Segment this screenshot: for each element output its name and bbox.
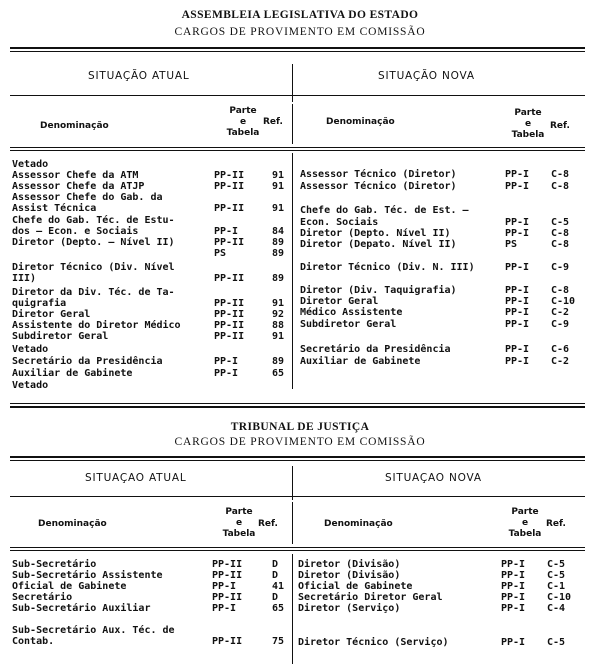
row-denominacao: quigrafia bbox=[12, 298, 67, 309]
row-ref: C-2 bbox=[551, 356, 570, 367]
row-tabela: PP-I bbox=[501, 603, 526, 614]
tribunal-col-tabela-left: Tabela bbox=[222, 529, 256, 539]
row-tabela: PP-I bbox=[214, 356, 239, 367]
assembleia-col-e-left: e bbox=[239, 117, 247, 127]
row-ref: 91 bbox=[272, 331, 285, 342]
tribunal-col-parte-right: Parte bbox=[511, 507, 539, 517]
row-tabela: PP-I bbox=[505, 296, 530, 307]
assembleia-col-tabela-left: Tabela bbox=[226, 128, 260, 138]
row-ref: 91 bbox=[272, 298, 285, 309]
tribunal-col-e-left: e bbox=[235, 518, 243, 528]
tribunal-title: TRIBUNAL DE JUSTIÇA bbox=[230, 421, 370, 433]
assembleia-title: ASSEMBLEIA LEGISLATIVA DO ESTADO bbox=[181, 9, 419, 21]
assembleia-col-parte-right: Parte bbox=[514, 108, 542, 118]
row-denominacao: Assistente do Diretor Médico bbox=[12, 320, 181, 331]
row-denominacao: dos — Econ. e Sociais bbox=[12, 226, 139, 237]
rule bbox=[10, 456, 585, 458]
row-ref: 88 bbox=[272, 320, 285, 331]
row-tabela: PS bbox=[214, 248, 227, 259]
row-ref: 65 bbox=[272, 603, 285, 614]
row-denominacao: Sub-Secretário bbox=[12, 559, 97, 570]
row-denominacao: Secretário bbox=[12, 592, 73, 603]
row-tabela: PP-I bbox=[214, 226, 239, 237]
row-tabela: PP-I bbox=[505, 356, 530, 367]
row-ref: C-2 bbox=[551, 307, 570, 318]
assembleia-situacao-atual: SITUAÇÃO ATUAL bbox=[88, 70, 190, 82]
row-tabela: PP-I bbox=[501, 581, 526, 592]
row-denominacao: Diretor da Div. Téc. de Ta- bbox=[12, 287, 175, 298]
row-tabela: PP-II bbox=[212, 636, 243, 647]
assembleia-col-parte-left: Parte bbox=[229, 106, 257, 116]
row-ref: 75 bbox=[272, 636, 285, 647]
row-ref: C-9 bbox=[551, 319, 570, 330]
row-denominacao: Vetado bbox=[12, 159, 49, 170]
row-denominacao: Vetado bbox=[12, 380, 49, 391]
row-denominacao: Diretor Geral bbox=[300, 296, 379, 307]
tribunal-col-tabela-right: Tabela bbox=[508, 529, 542, 539]
row-ref: C-5 bbox=[547, 559, 566, 570]
row-ref: 89 bbox=[272, 356, 285, 367]
row-ref: 41 bbox=[272, 581, 285, 592]
row-tabela: PP-II bbox=[212, 570, 243, 581]
row-denominacao: Diretor (Depato. Nível II) bbox=[300, 239, 457, 250]
row-denominacao: Econ. Sociais bbox=[300, 217, 379, 228]
row-denominacao: Assist Técnica bbox=[12, 203, 97, 214]
row-tabela: PP-II bbox=[212, 592, 243, 603]
row-denominacao: Assessor Chefe da ATM bbox=[12, 170, 139, 181]
row-ref: C-5 bbox=[551, 217, 570, 228]
rule bbox=[10, 150, 585, 151]
row-tabela: PP-I bbox=[505, 228, 530, 239]
row-tabela: PP-II bbox=[212, 559, 243, 570]
assembleia-col-tabela-right: Tabela bbox=[511, 130, 545, 140]
column-divider bbox=[292, 502, 293, 544]
row-ref: C-8 bbox=[551, 169, 570, 180]
row-tabela: PP-I bbox=[505, 262, 530, 273]
rule bbox=[10, 406, 585, 408]
row-ref: C-8 bbox=[551, 228, 570, 239]
tribunal-subtitle: CARGOS DE PROVIMENTO EM COMISSÃO bbox=[174, 436, 426, 448]
row-tabela: PP-I bbox=[505, 181, 530, 192]
tribunal-col-denominacao-left: Denominação bbox=[38, 519, 107, 529]
row-denominacao: Diretor (Divisão) bbox=[298, 570, 401, 581]
row-tabela: PP-I bbox=[505, 285, 530, 296]
row-tabela: PS bbox=[505, 239, 518, 250]
row-tabela: PP-I bbox=[505, 169, 530, 180]
row-denominacao: Secretário da Presidência bbox=[12, 356, 163, 367]
row-ref: C-5 bbox=[547, 637, 566, 648]
row-tabela: PP-I bbox=[505, 217, 530, 228]
tribunal-col-denominacao-right: Denominação bbox=[324, 519, 393, 529]
assembleia-col-ref-right: Ref. bbox=[550, 121, 570, 131]
row-ref: 65 bbox=[272, 368, 285, 379]
row-ref: D bbox=[272, 592, 279, 603]
row-denominacao: Diretor (Depto. — Nível II) bbox=[12, 237, 175, 248]
row-ref: C-5 bbox=[547, 570, 566, 581]
row-ref: C-10 bbox=[551, 296, 576, 307]
rule bbox=[10, 147, 585, 148]
assembleia-col-e-right: e bbox=[524, 119, 532, 129]
row-denominacao: Contab. bbox=[12, 636, 55, 647]
row-tabela: PP-I bbox=[505, 344, 530, 355]
row-tabela: PP-I bbox=[501, 592, 526, 603]
row-denominacao: Assessor Chefe do Gab. da bbox=[12, 192, 163, 203]
row-ref: 91 bbox=[272, 170, 285, 181]
row-tabela: PP-I bbox=[212, 581, 237, 592]
row-ref: C-8 bbox=[551, 285, 570, 296]
row-denominacao: Subdiretor Geral bbox=[12, 331, 109, 342]
row-ref: C-8 bbox=[551, 181, 570, 192]
row-denominacao: Sub-Secretário Assistente bbox=[12, 570, 163, 581]
row-denominacao: Chefe do Gab. Téc. de Estu- bbox=[12, 215, 175, 226]
tribunal-col-ref-left: Ref. bbox=[258, 519, 278, 529]
row-ref: C-4 bbox=[547, 603, 566, 614]
row-tabela: PP-II bbox=[214, 203, 245, 214]
row-ref: 91 bbox=[272, 181, 285, 192]
row-denominacao: Auxiliar de Gabinete bbox=[300, 356, 421, 367]
row-ref: C-9 bbox=[551, 262, 570, 273]
row-ref: 91 bbox=[272, 203, 285, 214]
row-ref: 89 bbox=[272, 248, 285, 259]
row-denominacao: Assessor Chefe da ATJP bbox=[12, 181, 145, 192]
assembleia-situacao-nova: SITUAÇÃO NOVA bbox=[378, 70, 475, 82]
column-divider bbox=[292, 466, 293, 500]
row-denominacao: Oficial de Gabinete bbox=[12, 581, 127, 592]
row-ref: 89 bbox=[272, 237, 285, 248]
rule bbox=[10, 460, 585, 461]
assembleia-col-denominacao-left: Denominação bbox=[40, 121, 109, 131]
rule bbox=[10, 95, 585, 96]
row-ref: D bbox=[272, 570, 279, 581]
row-tabela: PP-I bbox=[501, 559, 526, 570]
row-tabela: PP-I bbox=[501, 637, 526, 648]
tribunal-col-ref-right: Ref. bbox=[546, 519, 566, 529]
assembleia-subtitle: CARGOS DE PROVIMENTO EM COMISSÃO bbox=[174, 26, 426, 38]
row-denominacao: Secretário Diretor Geral bbox=[298, 592, 443, 603]
row-denominacao: Diretor (Serviço) bbox=[298, 603, 401, 614]
row-denominacao: Diretor Técnico (Serviço) bbox=[298, 637, 449, 648]
row-tabela: PP-I bbox=[505, 319, 530, 330]
row-tabela: PP-II bbox=[214, 170, 245, 181]
row-denominacao: Diretor (Divisão) bbox=[298, 559, 401, 570]
rule bbox=[10, 403, 585, 404]
assembleia-col-denominacao-right: Denominação bbox=[326, 117, 395, 127]
row-ref: 92 bbox=[272, 309, 285, 320]
row-ref: 89 bbox=[272, 273, 285, 284]
row-denominacao: Oficial de Gabinete bbox=[298, 581, 413, 592]
column-divider bbox=[292, 64, 293, 102]
row-ref: C-8 bbox=[551, 239, 570, 250]
rule bbox=[10, 47, 585, 49]
row-denominacao: Subdiretor Geral bbox=[300, 319, 397, 330]
row-tabela: PP-II bbox=[214, 273, 245, 284]
row-tabela: PP-II bbox=[214, 320, 245, 331]
rule bbox=[10, 51, 585, 52]
column-divider bbox=[292, 554, 293, 664]
row-ref: C-6 bbox=[551, 344, 570, 355]
row-denominacao: Diretor Técnico (Div. Nível bbox=[12, 262, 175, 273]
column-divider bbox=[292, 104, 293, 144]
row-ref: 84 bbox=[272, 226, 285, 237]
row-ref: C-10 bbox=[547, 592, 572, 603]
row-denominacao: Assessor Técnico (Diretor) bbox=[300, 181, 457, 192]
row-tabela: PP-II bbox=[214, 181, 245, 192]
column-divider bbox=[292, 153, 293, 389]
row-tabela: PP-II bbox=[214, 237, 245, 248]
assembleia-col-ref-left: Ref. bbox=[263, 117, 283, 127]
row-denominacao: Sub-Secretário Aux. Téc. de bbox=[12, 625, 175, 636]
rule bbox=[10, 550, 585, 551]
row-ref: C-1 bbox=[547, 581, 566, 592]
row-denominacao: Vetado bbox=[12, 344, 49, 355]
row-tabela: PP-I bbox=[505, 307, 530, 318]
row-denominacao: Chefe do Gab. Téc. de Est. — bbox=[300, 205, 469, 216]
row-denominacao: Assessor Técnico (Diretor) bbox=[300, 169, 457, 180]
row-ref: D bbox=[272, 559, 279, 570]
row-denominacao: Diretor Técnico (Div. N. III) bbox=[300, 262, 475, 273]
row-denominacao: Diretor (Div. Taquigrafia) bbox=[300, 285, 457, 296]
row-tabela: PP-I bbox=[501, 570, 526, 581]
row-denominacao: Sub-Secretário Auxiliar bbox=[12, 603, 151, 614]
row-denominacao: Auxiliar de Gabinete bbox=[12, 368, 133, 379]
tribunal-situacao-nova: SITUAÇAO NOVA bbox=[385, 472, 482, 484]
row-denominacao: Médico Assistente bbox=[300, 307, 403, 318]
row-tabela: PP-I bbox=[214, 368, 239, 379]
row-denominacao: Diretor (Depto. Nível II) bbox=[300, 228, 451, 239]
row-denominacao: III) bbox=[12, 273, 37, 284]
row-tabela: PP-II bbox=[214, 331, 245, 342]
row-tabela: PP-II bbox=[214, 309, 245, 320]
row-tabela: PP-I bbox=[212, 603, 237, 614]
row-tabela: PP-II bbox=[214, 298, 245, 309]
row-denominacao: Diretor Geral bbox=[12, 309, 91, 320]
rule bbox=[10, 547, 585, 548]
tribunal-col-e-right: e bbox=[521, 518, 529, 528]
tribunal-situacao-atual: SITUAÇAO ATUAL bbox=[85, 472, 187, 484]
tribunal-col-parte-left: Parte bbox=[225, 507, 253, 517]
rule bbox=[10, 496, 585, 497]
row-denominacao: Secretário da Presidência bbox=[300, 344, 451, 355]
